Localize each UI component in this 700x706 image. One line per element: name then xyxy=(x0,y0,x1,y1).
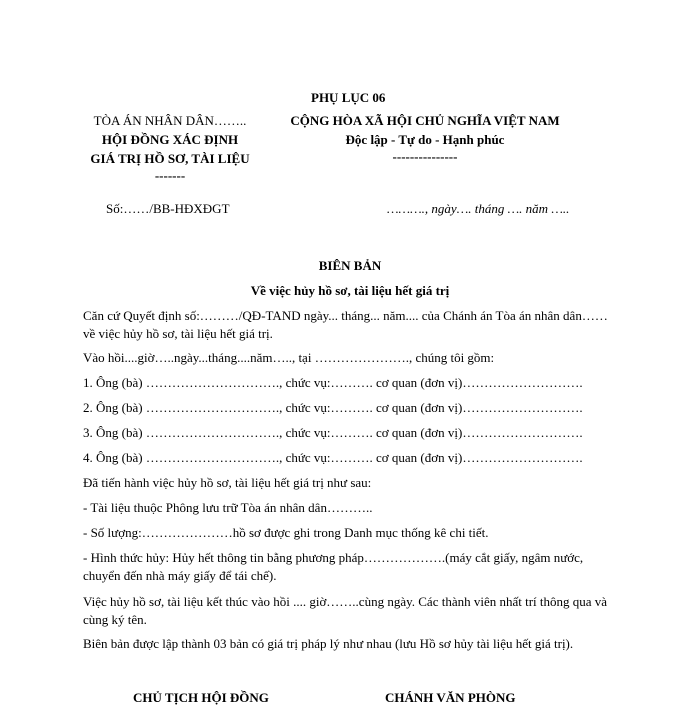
member-line-1: 1. Ông (bà) …………………………., chức vụ:………. cơ quan (đơn vị)………………………. xyxy=(83,375,583,390)
nation-title: CỘNG HÒA XÃ HỘI CHỦ NGHĨA VIỆT NAM xyxy=(290,113,560,128)
paragraph-copies: Biên bản được lập thành 03 bản có giá trị pháp lý như nhau (lưu Hồ sơ hủy tài liệu hết giá trị). xyxy=(83,636,574,651)
document-subtitle: Về việc hủy hồ sơ, tài liệu hết giá trị xyxy=(250,283,450,298)
item-archive: - Tài liệu thuộc Phông lưu trữ Tòa án nhân dân……….. xyxy=(83,500,373,515)
council-name-line2: GIÁ TRỊ HỒ SƠ, TÀI LIỆU xyxy=(90,151,250,166)
right-header-divider: --------------- xyxy=(392,149,458,164)
nation-motto: Độc lập - Tự do - Hạnh phúc xyxy=(345,132,505,147)
council-name-line1: HỘI ĐỒNG XÁC ĐỊNH xyxy=(101,132,239,147)
item-method: - Hình thức hủy: Hủy hết thông tin bằng phương pháp……………….(máy cắt giấy, ngâm nước, chuyển đến nhà máy giấy để tái chế). xyxy=(83,550,584,583)
item-quantity: - Số lượng:…………………hồ sơ được ghi trong Danh mục thống kê chi tiết. xyxy=(83,525,489,540)
paragraph-basis: Căn cứ Quyết định số:………/QĐ-TAND ngày... tháng... năm.... của Chánh án Tòa án nhân dân…… về việc hủy hồ sơ, tài liệu hết giá trị. xyxy=(83,308,608,341)
paragraph-conclusion: Việc hủy hồ sơ, tài liệu kết thúc vào hồi .... giờ……..cùng ngày. Các thành viên nhất trí thông qua và cùng ký tên. xyxy=(83,594,608,627)
court-name: TÒA ÁN NHÂN DÂN…….. xyxy=(93,113,247,128)
document-number: Số:……/BB-HĐXĐGT xyxy=(106,201,230,216)
signature-office-chief: CHÁNH VĂN PHÒNG xyxy=(385,690,516,705)
signature-chairman: CHỦ TỊCH HỘI ĐỒNG xyxy=(133,690,269,705)
paragraph-time-place: Vào hồi....giờ…..ngày...tháng....năm….., tại …………………., chúng tôi gồm: xyxy=(83,350,495,365)
left-header-divider: ------- xyxy=(154,168,186,183)
member-line-4: 4. Ông (bà) …………………………., chức vụ:………. cơ quan (đơn vị)………………………. xyxy=(83,450,583,465)
appendix-label: PHỤ LỤC 06 xyxy=(311,90,386,105)
document-date: ………., ngày…. tháng …. năm ….. xyxy=(387,201,570,216)
member-line-2: 2. Ông (bà) …………………………., chức vụ:………. cơ quan (đơn vị)………………………. xyxy=(83,400,583,415)
paragraph-proceeding: Đã tiến hành việc hủy hồ sơ, tài liệu hết giá trị như sau: xyxy=(83,475,372,490)
member-line-3: 3. Ông (bà) …………………………., chức vụ:………. cơ quan (đơn vị)………………………. xyxy=(83,425,583,440)
document-title: BIÊN BẢN xyxy=(318,258,382,273)
